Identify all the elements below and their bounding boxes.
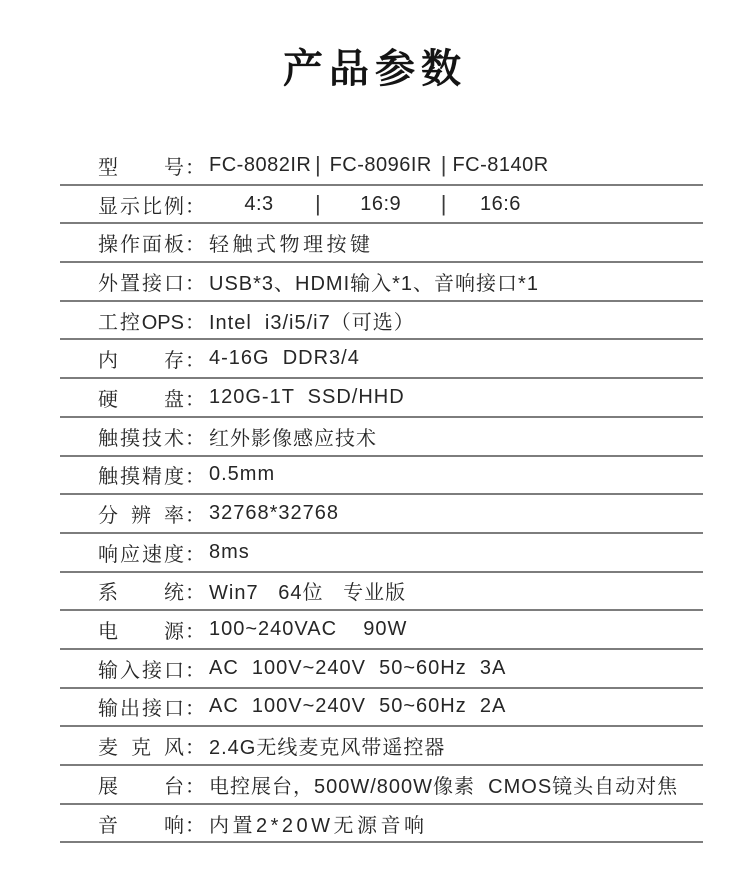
column-divider: | [315,152,321,178]
page-title: 产品参数 [283,47,467,91]
spec-label: 显示比例 [98,195,184,218]
spec-row-touch-precision [60,457,703,496]
column-divider: | [440,191,447,217]
spec-value: 轻触式物理按键 [209,234,374,257]
spec-value: Intel i3/i5/i7（可选） [209,311,415,334]
spec-label: 触摸精度 [98,466,184,489]
label-colon: ： [185,195,205,218]
spec-label: 输入接口 [98,659,184,682]
label-colon: ： [185,582,205,605]
spec-value: 120G-1T SSD/HHD [209,385,405,408]
model-3: FC-8140R [452,153,549,176]
spec-row-control-panel [60,224,703,263]
spec-value: AC 100V~240V 50~60Hz 2A [209,695,507,718]
label-colon: ： [185,350,205,373]
spec-value: 2.4G无线麦克风带遥控器 [209,737,446,760]
spec-label: 外置接口 [98,272,184,295]
spec-row-memory [60,340,703,379]
ratio-2: 16:9 [360,192,402,215]
ratio-3: 16:6 [479,192,521,215]
spec-label: 系统 [98,582,184,605]
column-divider: | [315,191,321,217]
spec-row-hard-drive [60,379,703,418]
spec-row-resolution [60,495,703,534]
spec-value: 0.5mm [209,463,276,486]
label-colon: ： [185,505,205,528]
spec-label: 麦克风 [98,737,184,760]
spec-value: 8ms [209,540,250,563]
spec-value: 电控展台，500W/800W像素 CMOS镜头自动对焦 [209,775,679,798]
spec-row-speaker [60,805,703,844]
label-colon: ： [185,466,205,489]
label-colon: ： [185,156,205,179]
spec-row-os [60,573,703,612]
ratio-1: 4:3 [244,192,274,215]
spec-value: 红外影像感应技术 [209,427,377,450]
spec-value: AC 100V~240V 50~60Hz 3A [209,656,507,679]
spec-value: 4-16G DDR3/4 [209,347,360,370]
spec-table [60,147,703,843]
spec-columns [209,191,548,217]
spec-row-external-ports [60,263,703,302]
label-colon: ： [185,698,205,721]
label-colon: ： [185,775,205,798]
spec-label: 音响 [98,814,184,837]
spec-row-ops-module [60,302,703,341]
column-divider: | [440,152,447,178]
spec-label: 电源 [98,621,184,644]
spec-value: 内置2*20W无源音响 [209,814,428,837]
spec-row-output-port [60,689,703,728]
spec-value: Win7 64位 专业版 [209,582,407,605]
spec-row-model [60,147,703,186]
spec-row-touch-tech [60,418,703,457]
model-2: FC-8096IR [329,153,432,176]
spec-label: 内存 [98,350,184,373]
spec-value: 32768*32768 [209,502,340,525]
spec-label: 硬盘 [98,388,184,411]
spec-row-input-port [60,650,703,689]
spec-label: 响应速度 [98,543,184,566]
label-colon: ： [185,659,205,682]
spec-row-aspect-ratio [60,186,703,225]
spec-label: 输出接口 [98,698,184,721]
spec-value: USB*3、HDMI输入*1、音响接口*1 [209,272,539,295]
model-1: FC-8082IR [209,153,312,176]
label-colon: ： [185,621,205,644]
spec-label: 展台 [98,775,184,798]
spec-label: 操作面板 [98,234,184,257]
spec-label: 触摸技术 [98,427,184,450]
label-colon: ： [185,814,205,837]
label-colon: ： [185,311,205,334]
label-colon: ： [185,272,205,295]
spec-label: 型号 [98,156,184,179]
spec-row-response-time [60,534,703,573]
spec-row-visualizer-stand [60,766,703,805]
label-colon: ： [185,543,205,566]
spec-label: 分辨率 [98,505,184,528]
label-colon: ： [185,427,205,450]
spec-row-power [60,611,703,650]
label-colon: ： [185,234,205,257]
spec-columns [209,152,548,178]
label-colon: ： [185,388,205,411]
spec-value: 100~240VAC 90W [209,618,408,641]
label-colon: ： [185,737,205,760]
spec-label: 工控OPS [98,311,184,334]
spec-row-microphone [60,727,703,766]
